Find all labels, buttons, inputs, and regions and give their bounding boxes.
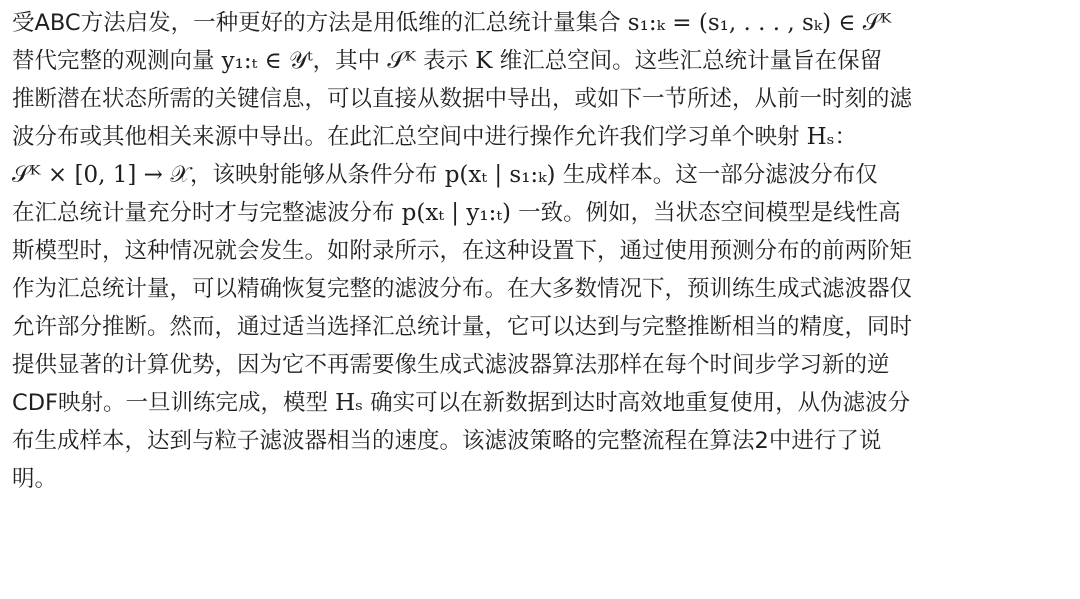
text-segment: 在汇总统计量充分时才与完整滤波分布 [12,200,402,226]
text-segment: ： [834,124,857,150]
text-segment: 确实可以在新数据到达时高效地重复使用，从伪滤波分 [362,390,911,416]
math-expression: Hₛ [806,124,835,150]
text-line-4 [12,118,1070,156]
text-segment: 布生成样本，达到与粒子滤波器相当的速度。该滤波策略的完整流程在算法2中进行了说 [12,428,882,454]
text-segment: 替代完整的观测向量 [12,48,222,74]
text-segment: 受ABC方法启发，一种更好的方法是用低维的汇总统计量集合 [12,10,628,36]
text-segment: 明。 [12,466,58,492]
text-line-3 [12,80,1070,118]
text-segment: 维汇总空间。这些汇总统计量旨在保留 [492,48,883,74]
math-expression: p(xₜ | y₁:ₜ) [401,200,511,226]
text-segment: 波分布或其他相关来源中导出。在此汇总空间中进行操作允许我们学习单个映射 [12,124,807,150]
text-segment: ，该映射能够从条件分布 [190,162,445,188]
text-line-12 [12,422,1070,460]
text-line-13 [12,460,1070,498]
text-line-6 [12,194,1070,232]
text-segment: 允许部分推断。然而，通过适当选择汇总统计量，它可以达到与完整推断相当的精度，同时 [12,314,913,340]
text-line-1 [12,4,1070,42]
text-line-9 [12,308,1070,346]
text-segment: 提供显著的计算优势，因为它不再需要像生成式滤波器算法那样在每个时间步学习新的逆 [12,352,890,378]
math-expression: p(xₜ | s₁:ₖ) [444,162,556,188]
text-line-5 [12,156,1070,194]
text-segment: 作为汇总统计量，可以精确恢复完整的滤波分布。在大多数情况下，预训练生成式滤波器仅 [12,276,913,302]
text-segment: 推断潜在状态所需的关键信息，可以直接从数据中导出，或如下一节所述，从前一时刻的滤 [12,86,913,112]
text-segment: CDF映射。一旦训练完成，模型 [12,390,336,416]
text-line-10 [12,346,1070,384]
math-expression: 𝒮ᴷ × [0, 1] → 𝒳 [12,162,191,188]
text-segment: 一致。例如，当状态空间模型是线性高 [510,200,901,226]
math-expression: K [475,48,493,74]
math-expression: Hₛ [335,390,363,416]
math-expression: y₁:ₜ ∈ 𝒴ᵗ [221,48,313,74]
text-line-11 [12,384,1070,422]
body-paragraph [12,4,1070,498]
text-segment: 斯模型时，这种情况就会发生。如附录所示，在这种设置下，通过使用预测分布的前两阶矩 [12,238,913,264]
text-line-8 [12,270,1070,308]
text-line-7 [12,232,1070,270]
text-segment: 生成样本。这一部分滤波分布仅 [555,162,878,188]
math-expression: 𝒮ᴷ [387,48,416,74]
math-expression: s₁:ₖ = (s₁, . . . , sₖ) ∈ 𝒮ᴷ [627,10,892,36]
text-line-2 [12,42,1070,80]
text-segment: 表示 [415,48,476,74]
text-segment: ，其中 [312,48,388,74]
